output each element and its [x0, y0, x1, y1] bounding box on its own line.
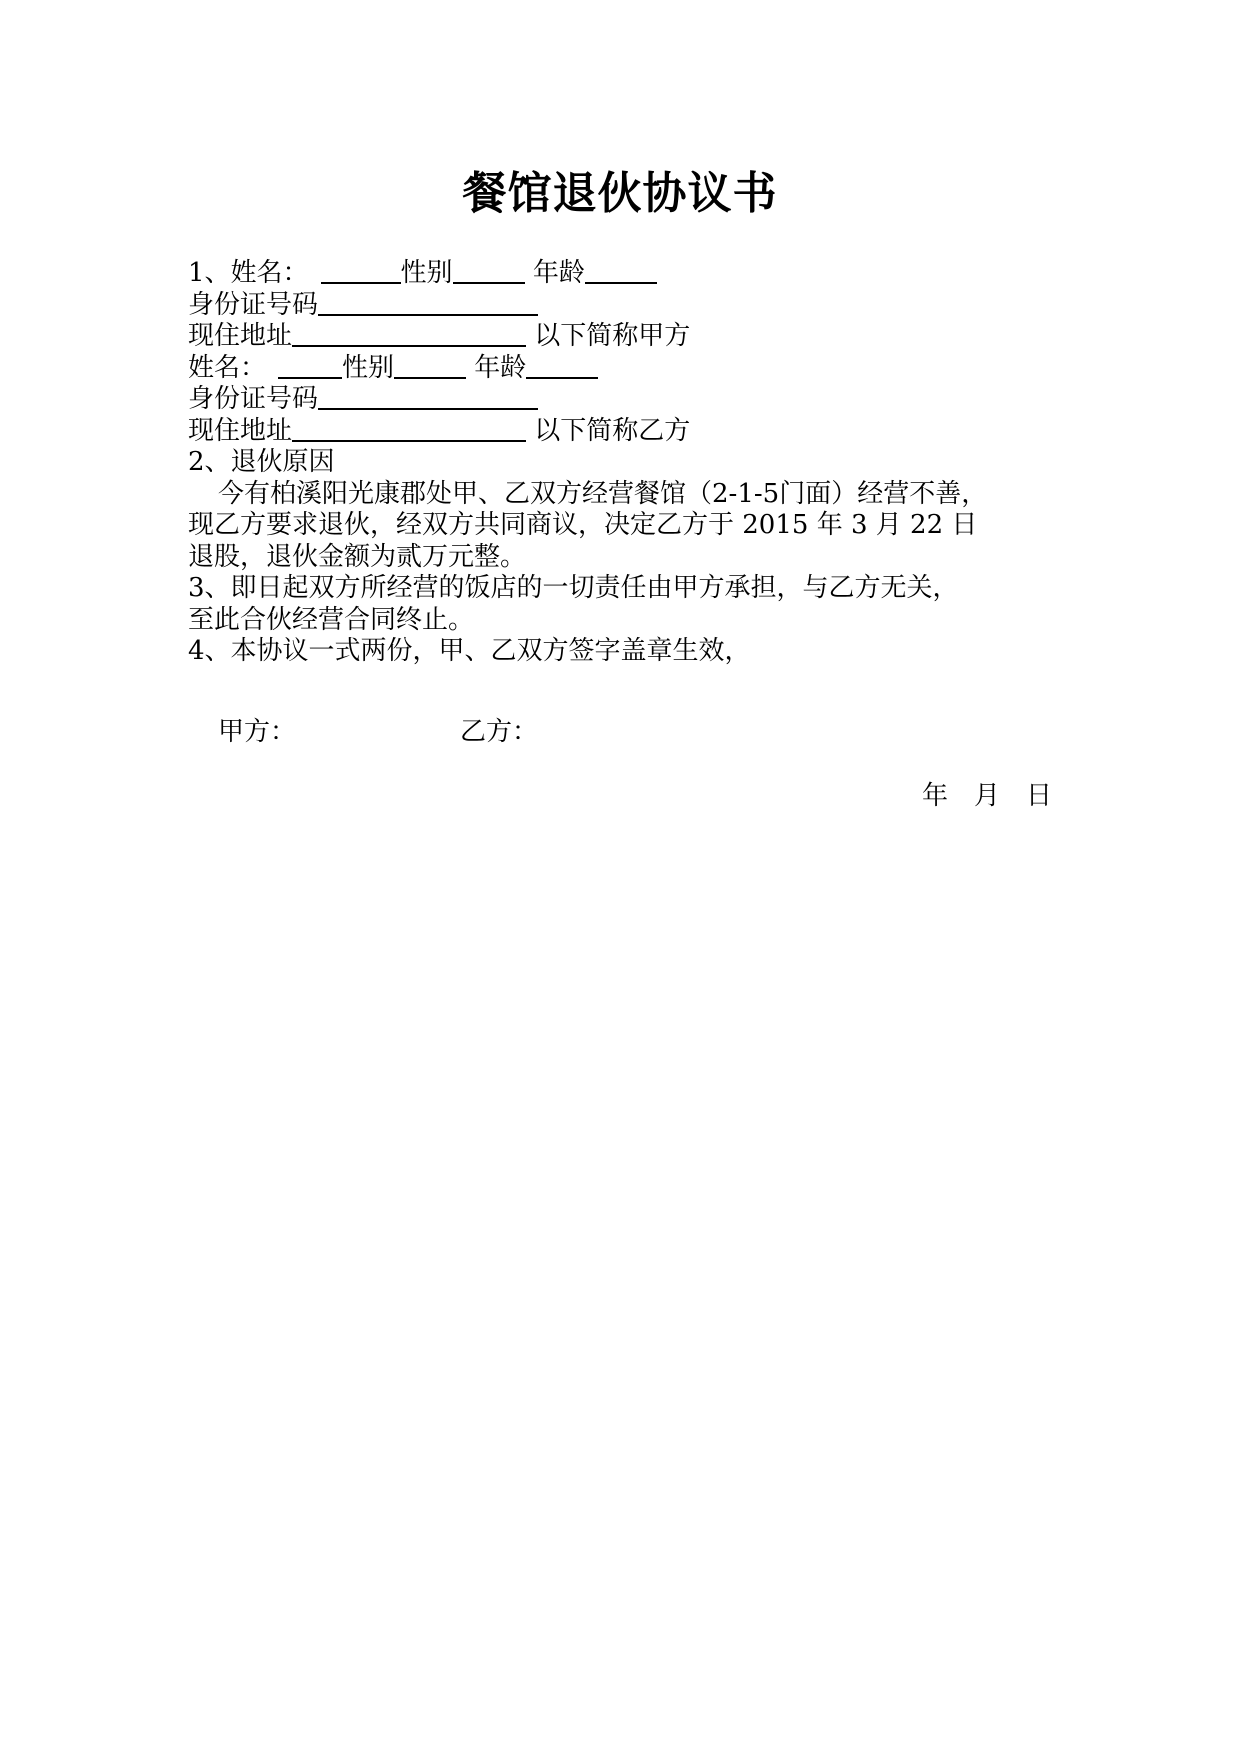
party-a-id-label: 身份证号码	[188, 289, 319, 320]
section-2-paragraph-line-2: 现乙方要求退伙，经双方共同商议，决定乙方于 2015 年 3 月 22 日	[188, 510, 978, 540]
party-b-name-label: 姓名：	[188, 352, 267, 383]
party-b-id-line	[188, 384, 1068, 416]
party-a-id-line	[188, 290, 1068, 322]
party-b-name-line	[188, 353, 1068, 385]
party-a-address-label: 现住地址	[188, 321, 293, 351]
party-b-address-line	[188, 416, 1068, 448]
section-2-heading: 2、退伙原因	[188, 447, 335, 477]
party-a-abbr: 以下简称甲方	[534, 321, 691, 351]
document-body	[188, 258, 1068, 668]
section-3-line-1: 3、即日起双方所经营的饭店的一切责任由甲方承担，与乙方无关，	[188, 573, 959, 603]
party-a-name-label: 1、姓名：	[188, 258, 309, 288]
section-3-line-2: 至此合伙经营合同终止。	[188, 604, 475, 635]
party-a-address-blank	[292, 321, 526, 347]
party-b-address-blank	[292, 416, 526, 442]
party-b-gender-label: 性别	[342, 352, 395, 383]
date-year-label: 年	[922, 781, 949, 811]
party-a-name-line	[188, 258, 1068, 290]
party-b-name-blank	[278, 353, 342, 379]
party-b-gender-blank	[394, 353, 466, 379]
party-a-age-blank	[585, 258, 657, 284]
party-b-address-label: 现住地址	[188, 415, 293, 446]
party-b-signature-label: 乙方：	[460, 717, 539, 747]
date-day-label: 日	[1026, 781, 1053, 811]
date-month-label: 月	[974, 781, 1001, 811]
party-a-id-blank	[318, 290, 538, 316]
party-a-age-label: 年龄	[532, 258, 585, 288]
party-a-gender-label: 性别	[400, 258, 453, 288]
party-b-age-label: 年龄	[474, 352, 527, 383]
party-a-name-blank	[321, 258, 401, 284]
document-title: 餐馆退伙协议书	[462, 168, 778, 219]
section-2-paragraph-line-3: 退股，退伙金额为贰万元整。	[188, 541, 527, 572]
party-b-id-label: 身份证号码	[188, 384, 319, 414]
party-a-signature-label: 甲方：	[218, 717, 297, 747]
section-4-line-1: 4、本协议一式两份，甲、乙双方签字盖章生效，	[188, 636, 751, 666]
party-b-age-blank	[526, 353, 598, 379]
signing-date	[922, 780, 1052, 812]
party-b-id-blank	[318, 384, 538, 410]
party-a-address-line	[188, 321, 1068, 353]
section-2-paragraph-line-1: 今有柏溪阳光康郡处甲、乙双方经营餐馆（2-1-5门面）经营不善，	[218, 478, 988, 509]
party-b-abbr: 以下简称乙方	[534, 415, 691, 446]
party-a-gender-blank	[453, 258, 525, 284]
